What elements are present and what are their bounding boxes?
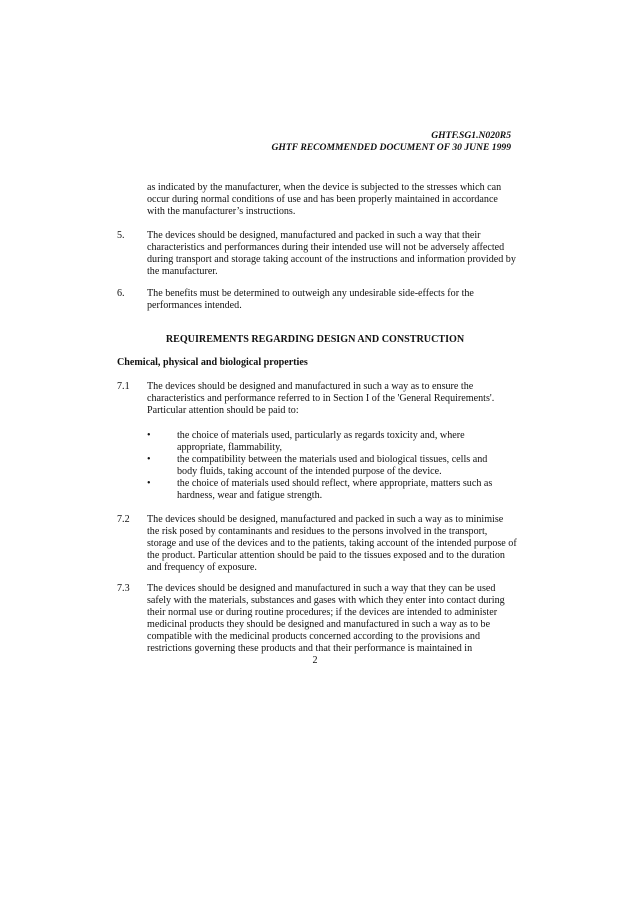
bullet-icon: • bbox=[147, 478, 151, 489]
item-number: 5. bbox=[117, 230, 125, 241]
intro-paragraph: as indicated by the manufacturer, when the device is subjected to the stresses which can occur during normal conditions of use and has been properly maintained in accordance with the manufacturer’s instructions. bbox=[147, 182, 502, 218]
clause-text: The devices should be designed and manufactured in such a way as to ensure the characteristics and performance referred to in Section I of the 'General Requirements'. Particular attention should be paid to: bbox=[147, 381, 495, 417]
document-header bbox=[271, 130, 511, 154]
clause-text: The devices should be designed and manufactured in such a way that they can be used safely with the materials, substances and gases with which they enter into contact during their normal use or during routine procedures; if the devices are intended to administer medicinal products they should be designed and manufactured in such a way as to be compatible with the medicinal products concerned according to the provisions and restrictions governing these products and that their performance is maintained in bbox=[147, 583, 505, 655]
clause-number: 7.1 bbox=[117, 381, 130, 392]
item-text: The devices should be designed, manufactured and packed in such a way that their characteristics and performances during their intended use will not be adversely affected during transport and storage taking account of the instructions and information provided by the manufacturer. bbox=[147, 230, 516, 278]
document-date: GHTF RECOMMENDED DOCUMENT OF 30 JUNE 1999 bbox=[271, 142, 511, 153]
bullet-icon: • bbox=[147, 430, 151, 441]
bullet-text: the compatibility between the materials used and biological tissues, cells and body fluids, taking account of the intended purpose of the device. bbox=[177, 454, 488, 478]
bullet-text: the choice of materials used should reflect, where appropriate, matters such as hardness, wear and fatigue strength. bbox=[177, 478, 493, 502]
document-id: GHTF.SG1.N020R5 bbox=[431, 130, 511, 141]
bullet-text: the choice of materials used, particularly as regards toxicity and, where appropriate, flammability, bbox=[177, 430, 465, 454]
bullet-icon: • bbox=[147, 454, 151, 465]
clause-text: The devices should be designed, manufactured and packed in such a way as to minimise the risk posed by contaminants and residues to the persons involved in the transport, storage and use of the devices and to the patients, taking account of the intended purpose of the product. Particular attention should be paid to the tissues exposed and to the duration and frequency of exposure. bbox=[147, 514, 517, 574]
subsection-heading: Chemical, physical and biological properties bbox=[117, 357, 308, 368]
section-heading: REQUIREMENTS REGARDING DESIGN AND CONSTRUCTION bbox=[165, 334, 465, 345]
clause-number: 7.3 bbox=[117, 583, 130, 594]
item-text: The benefits must be determined to outweigh any undesirable side-effects for the performances intended. bbox=[147, 288, 474, 312]
clause-number: 7.2 bbox=[117, 514, 130, 525]
page-number: 2 bbox=[312, 655, 318, 666]
item-number: 6. bbox=[117, 288, 125, 299]
